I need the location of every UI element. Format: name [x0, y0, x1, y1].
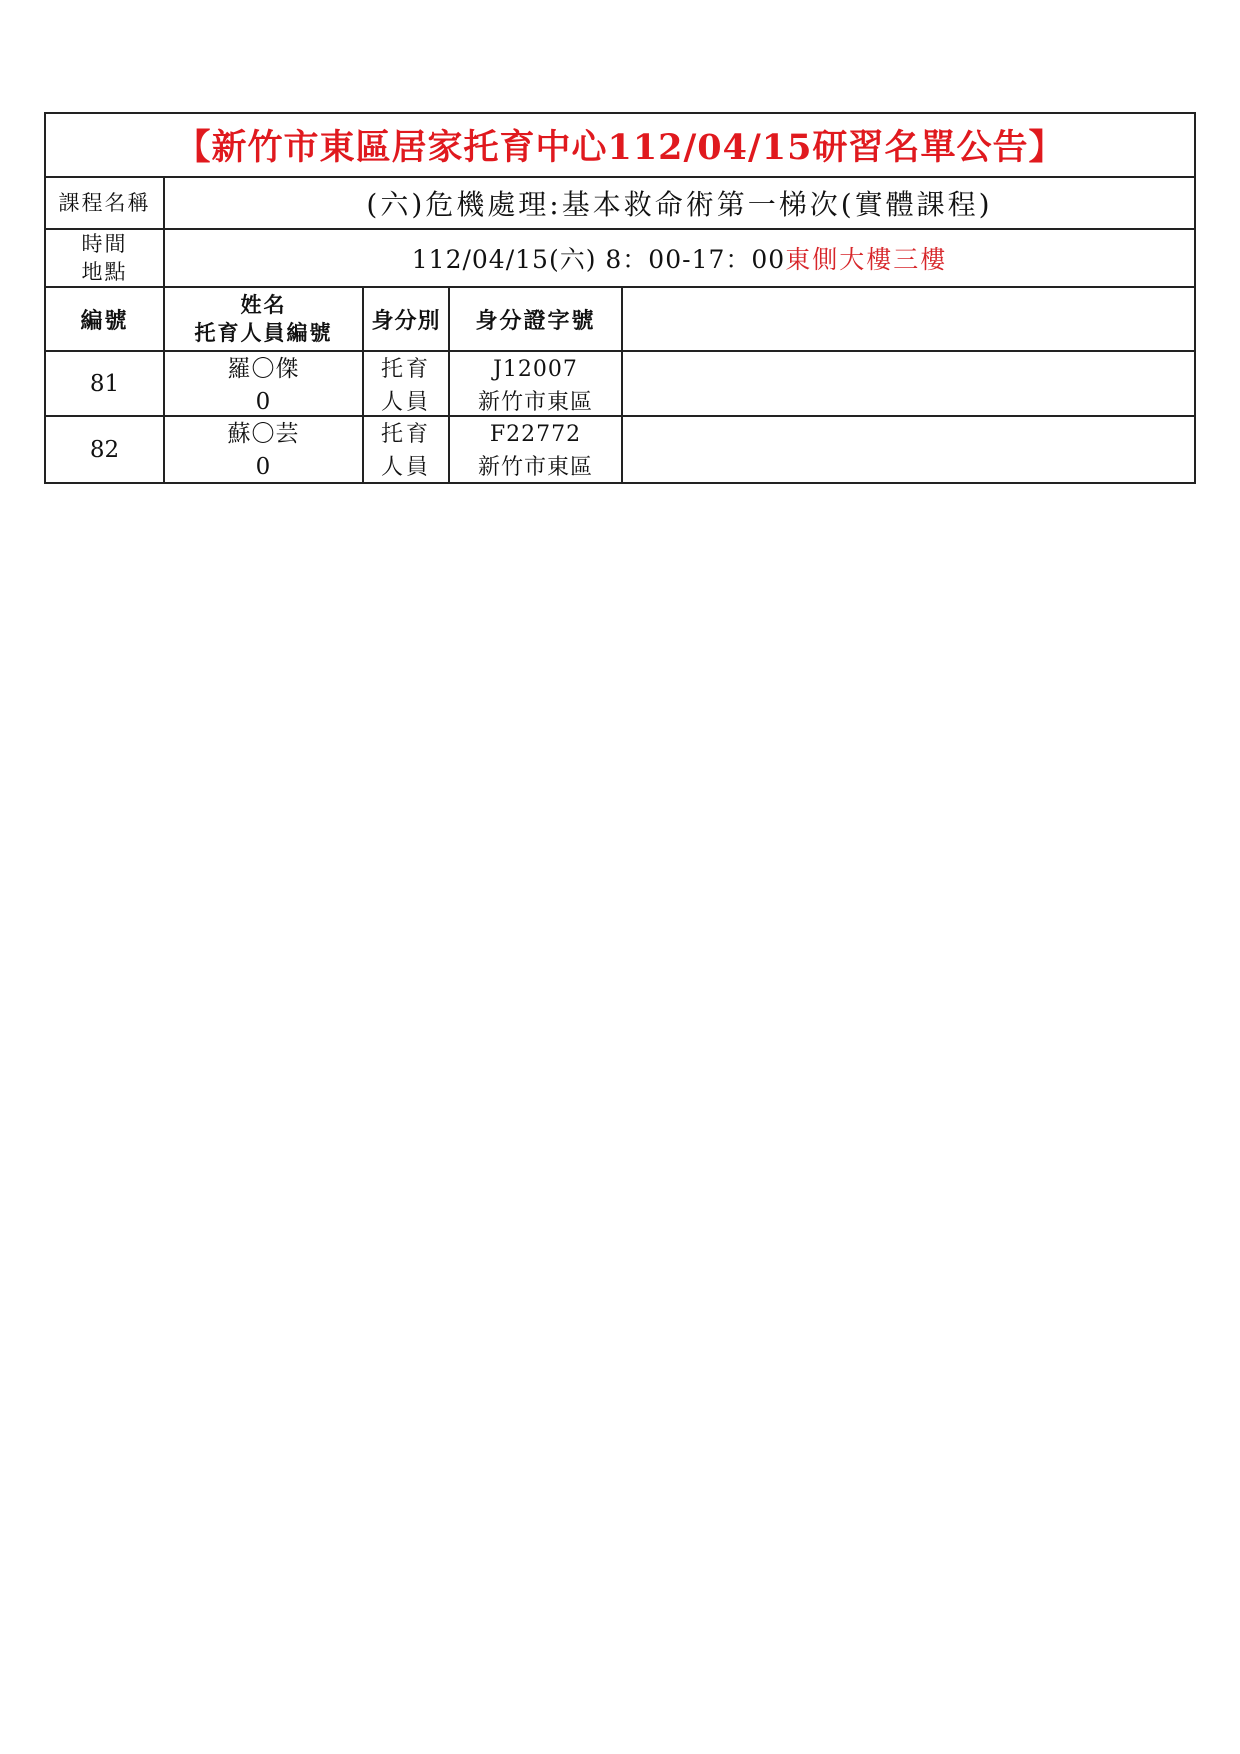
header-name-line2: 托育人員編號 [194, 320, 333, 345]
row-number: 81 [46, 352, 165, 415]
staff-number: 0 [255, 454, 272, 480]
course-label: 課程名稱 [46, 178, 165, 228]
row-id-number [450, 352, 623, 415]
header-number: 編號 [46, 288, 165, 350]
table-row [46, 417, 1194, 482]
identity-line2: 人員 [380, 390, 431, 415]
time-place-value [165, 230, 1194, 286]
blank-area [623, 288, 1194, 350]
row-name [165, 417, 364, 482]
header-identity: 身分別 [364, 288, 450, 350]
page-title: 【新竹市東區居家托育中心112/04/15研習名單公告】 [175, 127, 1065, 168]
row-identity [364, 417, 450, 482]
header-name [165, 288, 364, 350]
header-id-number: 身分證字號 [450, 288, 623, 350]
identity-line1: 托育 [380, 422, 431, 447]
course-name: (六)危機處理:基本救命術第一梯次(實體課程) [366, 188, 993, 221]
district: 新竹市東區 [477, 455, 593, 480]
time-label: 時間 [81, 232, 128, 256]
header-name-line1: 姓名 [240, 292, 287, 317]
row-identity [364, 352, 450, 415]
title-row [46, 114, 1194, 178]
table-row [46, 352, 1194, 417]
id-number: F22772 [489, 422, 582, 447]
id-number: J12007 [493, 357, 578, 382]
row-id-number [450, 417, 623, 482]
person-name: 蘇〇芸 [227, 421, 300, 447]
district: 新竹市東區 [477, 390, 593, 415]
identity-line2: 人員 [380, 455, 431, 480]
time-place-label [46, 230, 165, 286]
staff-number: 0 [255, 389, 272, 415]
identity-line1: 托育 [380, 357, 431, 382]
course-row [46, 178, 1194, 230]
roster-table [44, 112, 1196, 484]
person-name: 羅〇傑 [227, 356, 300, 382]
place-label: 地點 [81, 260, 128, 284]
blank-area [623, 352, 1194, 415]
table-header-row [46, 288, 1194, 352]
blank-area [623, 417, 1194, 482]
place-text: 東側大樓三樓 [785, 245, 948, 274]
time-text: 112/04/15(六) 8：00-17：00 [411, 245, 786, 274]
row-number: 82 [46, 417, 165, 482]
time-place-row [46, 230, 1194, 288]
row-name [165, 352, 364, 415]
